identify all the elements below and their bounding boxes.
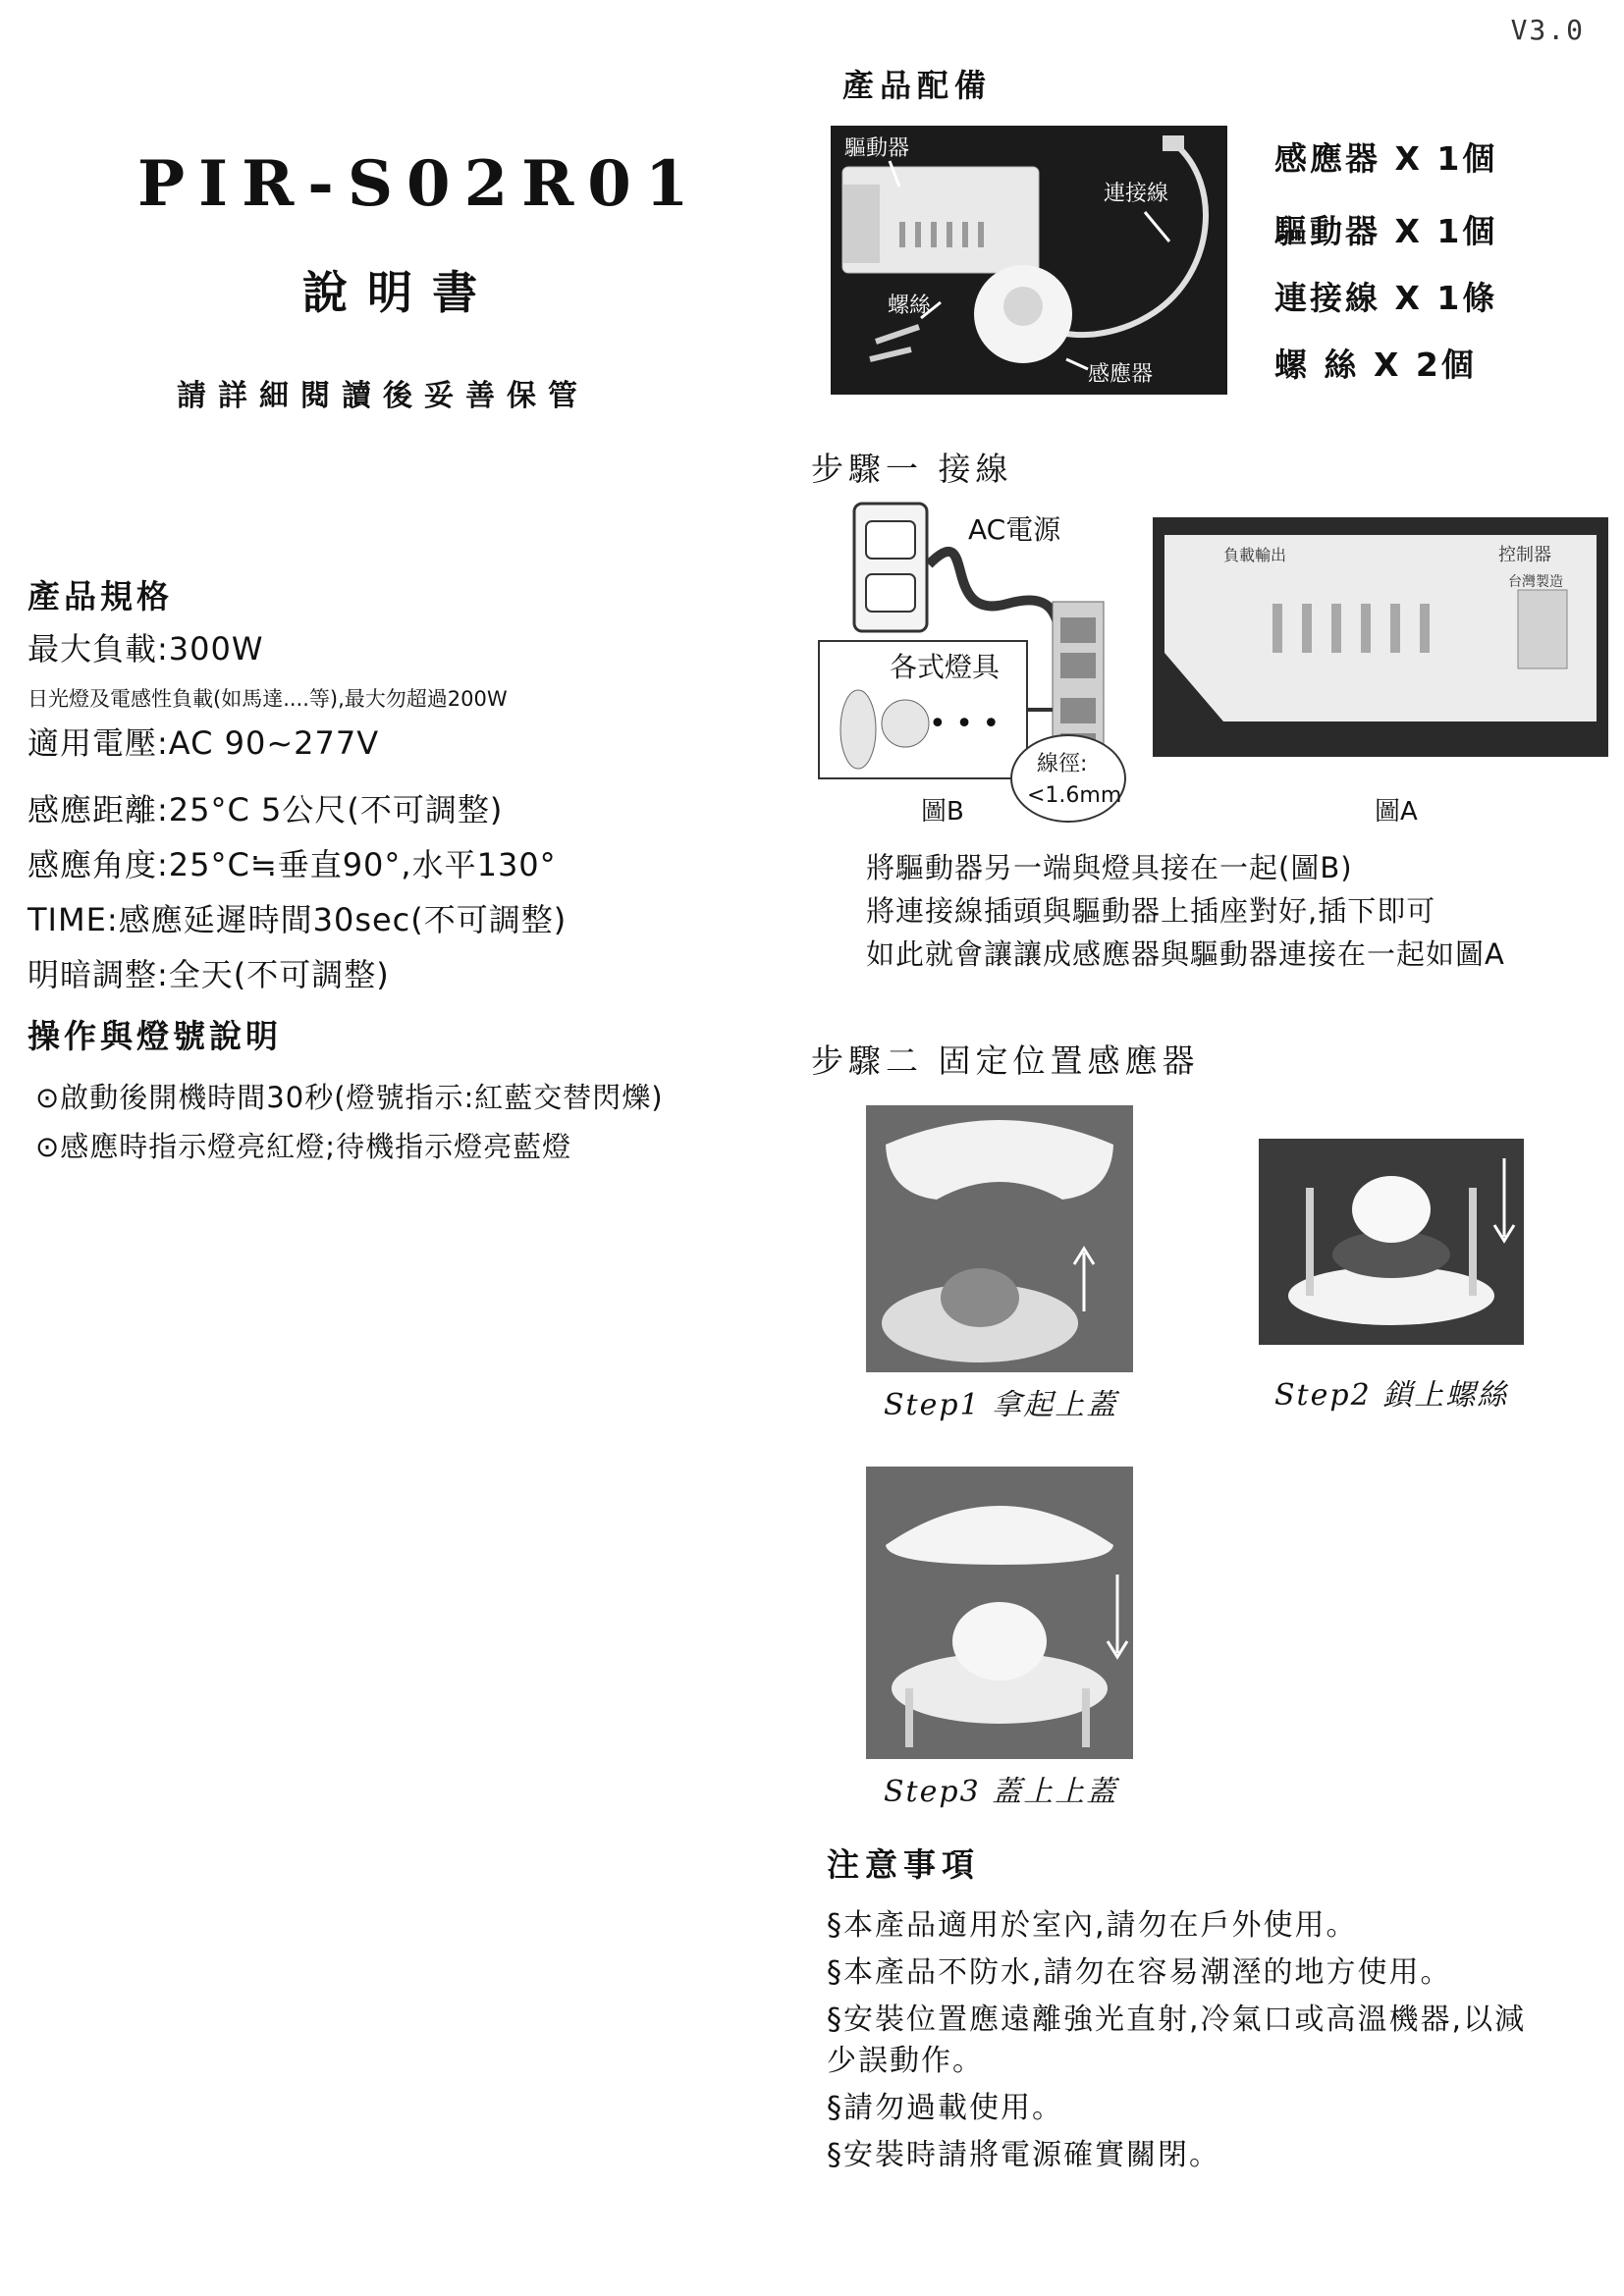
spec-brightness: 明暗調整:全天(不可調整) <box>27 956 390 993</box>
note-item: §安裝位置應遠離強光直射,冷氣口或高溫機器,以減 <box>827 2002 1527 2037</box>
photo-label-screw: 螺絲 <box>888 294 932 318</box>
note-item: §請勿過載使用。 <box>827 2091 1063 2125</box>
step1-instruction: 如此就會讓讓成感應器與驅動器連接在一起如圖A <box>866 937 1505 971</box>
spec-voltage: 適用電壓:AC 90~277V <box>27 724 380 762</box>
note-item: §本產品不防水,請勿在容易潮溼的地方使用。 <box>827 1955 1452 1990</box>
spec-angle: 感應角度:25°C≒垂直90°,水平130° <box>27 846 557 883</box>
accessory-item: 驅動器 X 1個 <box>1274 212 1498 250</box>
step2-photo <box>1259 1139 1524 1345</box>
specs-heading: 產品規格 <box>27 577 173 615</box>
photo-label-driver: 驅動器 <box>844 136 910 161</box>
label-wire-gauge: 線徑: <box>1037 752 1088 776</box>
notes-heading: 注意事項 <box>827 1845 980 1884</box>
fig-b-label: 圖B <box>921 797 964 826</box>
accessories-photo <box>831 126 1227 395</box>
photo-label-sensor: 感應器 <box>1088 362 1154 387</box>
step1-heading: 步驟一 接線 <box>811 450 1013 488</box>
accessories-illustration <box>831 126 1227 395</box>
step1-photo <box>866 1105 1133 1372</box>
step3-photo <box>866 1467 1133 1759</box>
operation-heading: 操作與燈號說明 <box>27 1017 282 1055</box>
spec-time: TIME:感應延遲時間30sec(不可調整) <box>27 901 568 938</box>
device-controller-label: 控制器 <box>1498 545 1551 565</box>
accessory-item: 感應器 X 1個 <box>1274 139 1498 178</box>
step1-instruction: 將驅動器另一端與燈具接在一起(圖B) <box>866 851 1353 884</box>
label-ac-power: AC電源 <box>968 513 1061 546</box>
step2-illustration <box>1259 1139 1524 1345</box>
step1-caption: Step1 拿起上蓋 <box>884 1388 1118 1422</box>
label-fixtures: 各式燈具 <box>890 651 1001 683</box>
operation-item: ⊙啟動後開機時間30秒(燈號指示:紅藍交替閃爍) <box>35 1081 664 1114</box>
wiring-figure <box>811 496 1608 826</box>
spec-max-load: 最大負載:300W <box>27 630 264 667</box>
step3-caption: Step3 蓋上上蓋 <box>884 1775 1118 1809</box>
step1-instruction: 將連接線插頭與驅動器上插座對好,插下即可 <box>866 894 1436 928</box>
step1-illustration <box>866 1105 1133 1372</box>
keep-note: 請詳細閱讀後妥善保管 <box>177 379 589 413</box>
device-made-label: 台灣製造 <box>1508 574 1563 590</box>
fig-a-label: 圖A <box>1375 797 1418 826</box>
accessory-item: 螺 絲 X 2個 <box>1274 346 1477 384</box>
label-wire-gauge-value: <1.6mm <box>1027 783 1122 808</box>
accessories-heading: 產品配備 <box>842 67 993 104</box>
wiring-diagram <box>811 496 1608 826</box>
step3-illustration <box>866 1467 1133 1759</box>
accessory-item: 連接線 X 1條 <box>1274 279 1498 317</box>
step2-caption: Step2 鎖上螺絲 <box>1274 1378 1509 1413</box>
note-item: 少誤動作。 <box>827 2044 984 2078</box>
spec-distance: 感應距離:25°C 5公尺(不可調整) <box>27 791 504 828</box>
document-title: 說明書 <box>302 266 497 319</box>
photo-label-cable: 連接線 <box>1104 182 1169 206</box>
device-load-label: 負載輸出 <box>1223 546 1287 564</box>
model-title: PIR-S02R01 <box>137 147 703 221</box>
note-item: §本產品適用於室內,請勿在戶外使用。 <box>827 1908 1358 1943</box>
operation-item: ⊙感應時指示燈亮紅燈;待機指示燈亮藍燈 <box>35 1130 572 1163</box>
note-item: §安裝時請將電源確實關閉。 <box>827 2138 1220 2172</box>
spec-load-note: 日光燈及電感性負載(如馬達....等),最大勿超過200W <box>27 687 508 711</box>
step2-heading: 步驟二 固定位置感應器 <box>811 1041 1200 1080</box>
version-label: V3.0 <box>1510 14 1585 46</box>
svg-text:• • •: • • • <box>929 707 1001 741</box>
